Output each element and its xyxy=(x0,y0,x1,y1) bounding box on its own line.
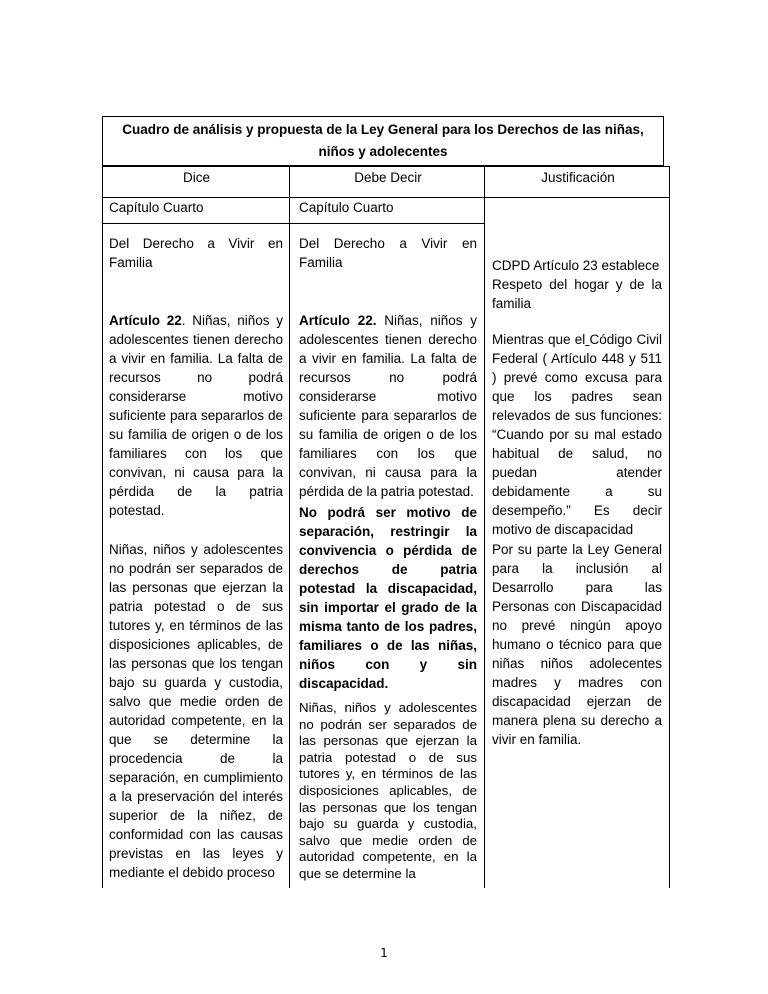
header-row xyxy=(102,166,670,198)
column-divider-2 xyxy=(484,166,485,888)
title-box xyxy=(102,116,664,166)
debe-article-22 xyxy=(299,311,477,501)
column-divider-1 xyxy=(289,166,290,888)
just-codigo-civil xyxy=(492,330,662,539)
debe-article-label: Artículo 22. xyxy=(299,313,377,328)
dice-article-text: . Niñas, niños y adolescentes tienen derecho a vivir en familia. La falta de recursos no podrá considerarse motivo suficiente para separarlos de su familia de origen o de los familiares con los que convivan, ni causa para la pérdida de la patria potestad. xyxy=(109,313,283,518)
header-debe-decir: Debe Decir xyxy=(354,170,422,185)
dice-paragraph-2: Niñas, niños y adolescentes no podrán ser separados de las personas que ejerzan la patria potestad o de sus tutores y, en términos de las disposiciones aplicables, de las personas que los tengan bajo su guarda y custodia, salvo que medie orden de autoridad competente, en la que se determine la procedencia de la separación, en cumplimiento a la preservación del interés superior de la niñez, de conformidad con las causas previstas en las leyes y mediante el debido proceso xyxy=(109,542,283,880)
just-respeto-hogar: Respeto del hogar y de la familia xyxy=(492,277,662,311)
dice-section: Del Derecho a Vivir en Familia xyxy=(109,236,283,270)
page-number: 1 xyxy=(380,946,388,960)
debe-section: Del Derecho a Vivir en Familia xyxy=(299,236,477,270)
left-border xyxy=(102,198,103,888)
just-codigo-civil-intro: Mientras que el xyxy=(492,332,586,347)
table-title: Cuadro de análisis y propuesta de la Ley General para los Derechos de las niñas, niños y adolecentes xyxy=(122,122,644,159)
dice-article-label: Artículo 22 xyxy=(109,313,182,328)
header-justificacion: Justificación xyxy=(541,170,615,185)
debe-chapter: Capítulo Cuarto xyxy=(299,200,394,215)
debe-added-paragraph: No podrá ser motivo de separación, restringir la convivencia o pérdida de derechos de patria potestad la discapacidad, sin importar el grado de la misma tanto de los padres, familiares o de las niñas, niños con y sin discapacidad. xyxy=(299,505,477,691)
debe-paragraph-2: Niñas, niños y adolescentes no podrán ser separados de las personas que ejerzan la patria potestad o de sus tutores y, en términos de las disposiciones aplicables, de las personas que los tengan bajo su guarda y custodia, salvo que medie orden de autoridad competente, en la que se determine la xyxy=(299,700,477,881)
row-divider-chapter xyxy=(102,223,485,224)
just-cdpd: CDPD Artículo 23 establece xyxy=(492,258,660,273)
just-codigo-civil-text: Código Civil Federal ( Artículo 448 y 511 ) prevé como excusa para que los padres sean relevados de sus funciones: “Cuando por su mal estado habitual de salud, no puedan atender debidamente a su desempeño.” Es decir motivo de discapacidad xyxy=(492,332,662,537)
dice-article-22 xyxy=(109,311,283,520)
right-border xyxy=(669,198,670,888)
header-dice: Dice xyxy=(182,170,210,185)
just-ley-general: Por su parte la Ley General para la inclusión al Desarrollo para las Personas con Discapacidad no prevé ningún apoyo humano o técnico para que niñas niños adolecentes madres y madres con discapacidad ejerzan de manera plena su derecho a vivir en familia. xyxy=(492,542,662,747)
dice-chapter: Capítulo Cuarto xyxy=(109,200,204,215)
debe-article-text: Niñas, niños y adolescentes tienen derecho a vivir en familia. La falta de recursos no podrá considerarse motivo suficiente para separarlos de su familia de origen o de los familiares con los que convivan, ni causa para la pérdida de la patria potestad. xyxy=(299,313,477,499)
